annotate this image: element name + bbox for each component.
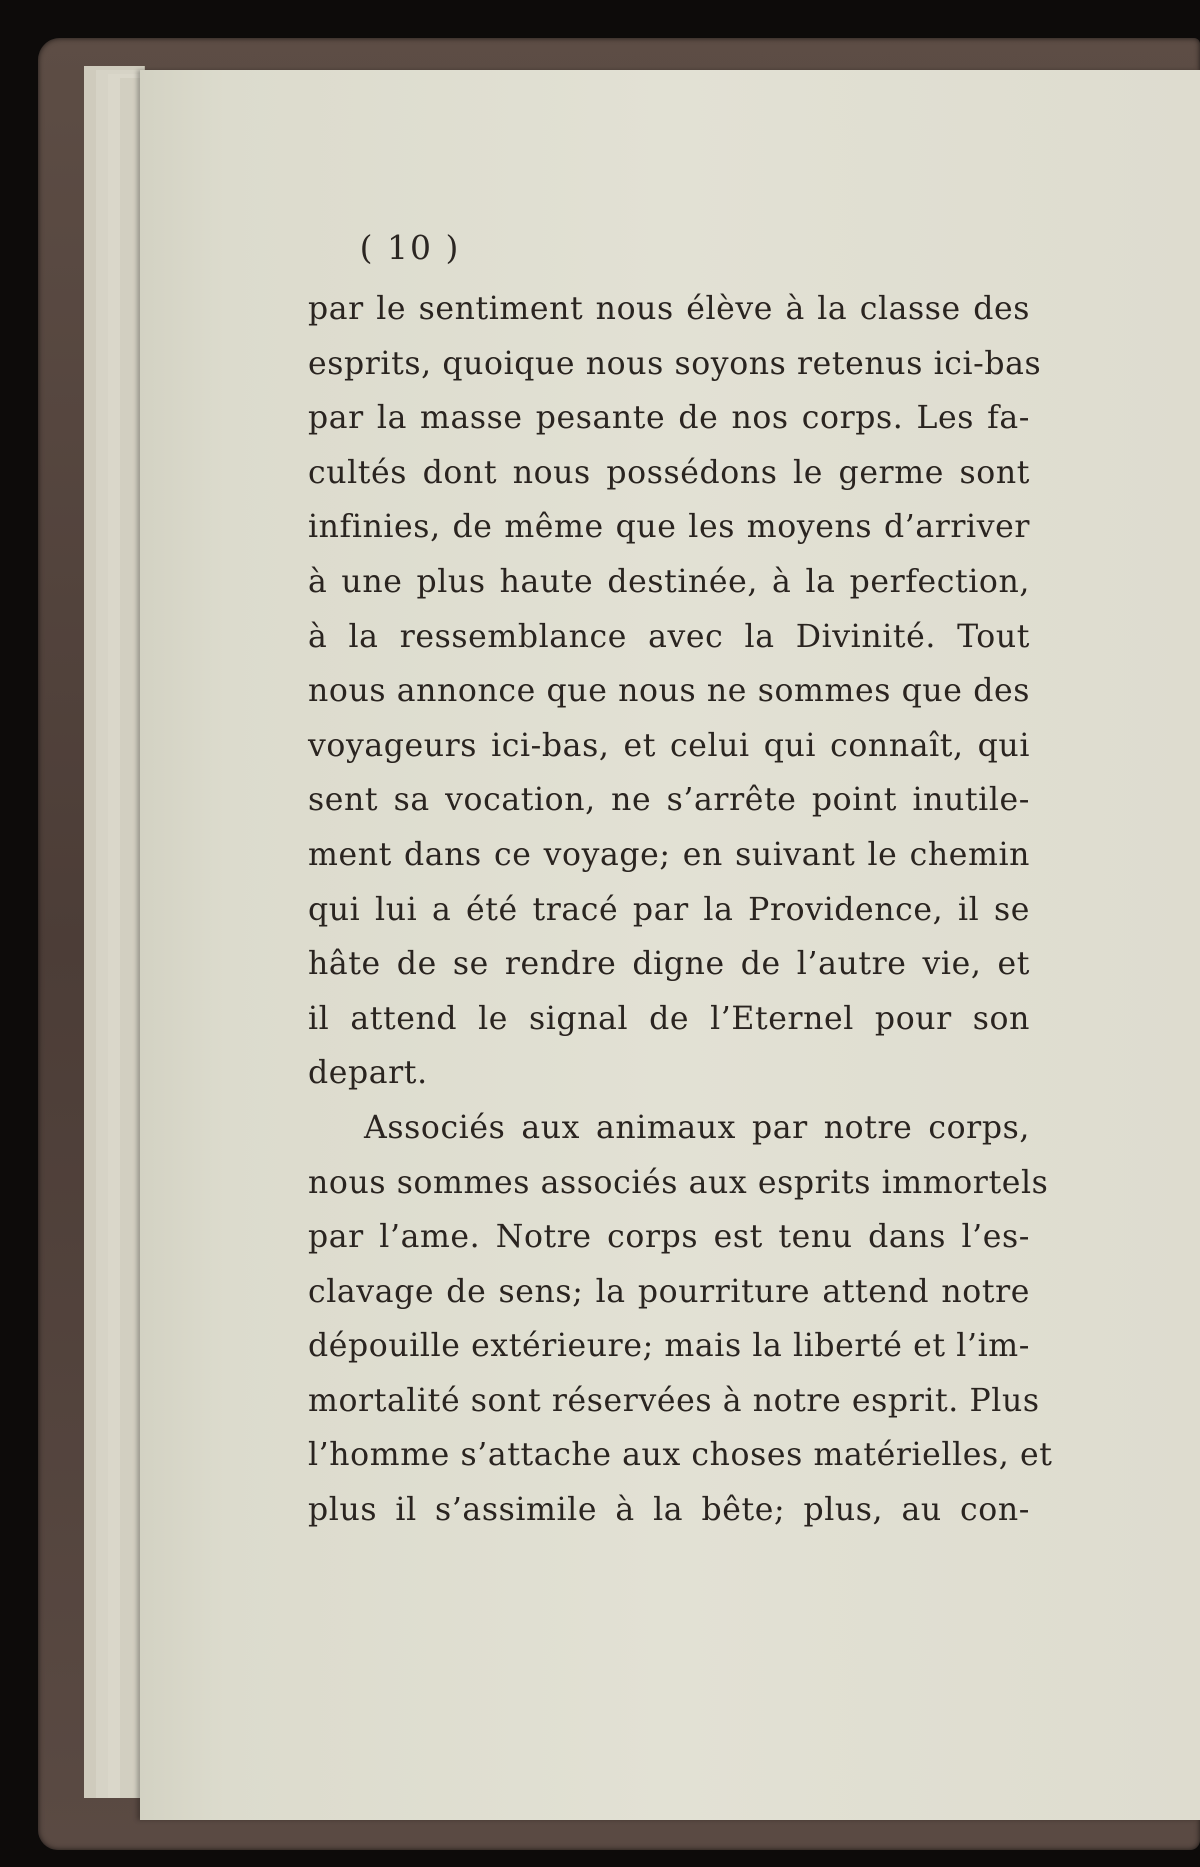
- paragraph-start-line: Associés aux animaux par notre corps,: [364, 1109, 1030, 1146]
- text-line: dépouille extérieure; mais la liberté et l’im-: [308, 1328, 1030, 1365]
- text-line: esprits, quoique nous soyons retenus ici-bas: [308, 345, 1042, 382]
- text-line: nous sommes associés aux esprits immortels: [308, 1164, 1049, 1201]
- text-line: mortalité sont réservées à notre esprit. Plus: [308, 1382, 1040, 1419]
- text-line: l’homme s’attache aux choses matérielles, et: [308, 1437, 1053, 1474]
- text-line: sent sa vocation, ne s’arrête point inutile-: [308, 782, 1030, 819]
- text-line: plus il s’assimile à la bête; plus, au con-: [308, 1492, 1030, 1529]
- text-line: infinies, de même que les moyens d’arriver: [308, 509, 1030, 546]
- text-line: à la ressemblance avec la Divinité. Tout: [308, 618, 1030, 655]
- text-line: par l’ame. Notre corps est tenu dans l’es-: [308, 1219, 1030, 1256]
- text-line: par le sentiment nous élève à la classe des: [308, 291, 1030, 327]
- body-text: [308, 282, 1053, 1538]
- text-line: qui lui a été tracé par la Providence, il se: [308, 891, 1030, 928]
- page-number: ( 10 ): [359, 228, 461, 267]
- text-line: hâte de se rendre digne de l’autre vie, et: [308, 946, 1030, 983]
- text-line: ment dans ce voyage; en suivant le chemin: [308, 836, 1030, 873]
- text-line: cultés dont nous possédons le germe sont: [308, 454, 1030, 491]
- text-line: nous annonce que nous ne sommes que des: [308, 673, 1030, 710]
- text-line: clavage de sens; la pourriture attend notre: [308, 1273, 1030, 1310]
- text-line: par la masse pesante de nos corps. Les fa-: [308, 400, 1030, 437]
- book-page: [140, 70, 1200, 1820]
- text-line: à une plus haute destinée, à la perfection,: [308, 563, 1030, 600]
- text-line: voyageurs ici-bas, et celui qui connaît, qui: [308, 727, 1030, 764]
- paragraph-end-line: depart.: [308, 1055, 428, 1092]
- text-line: il attend le signal de l’Eternel pour son: [308, 1000, 1030, 1037]
